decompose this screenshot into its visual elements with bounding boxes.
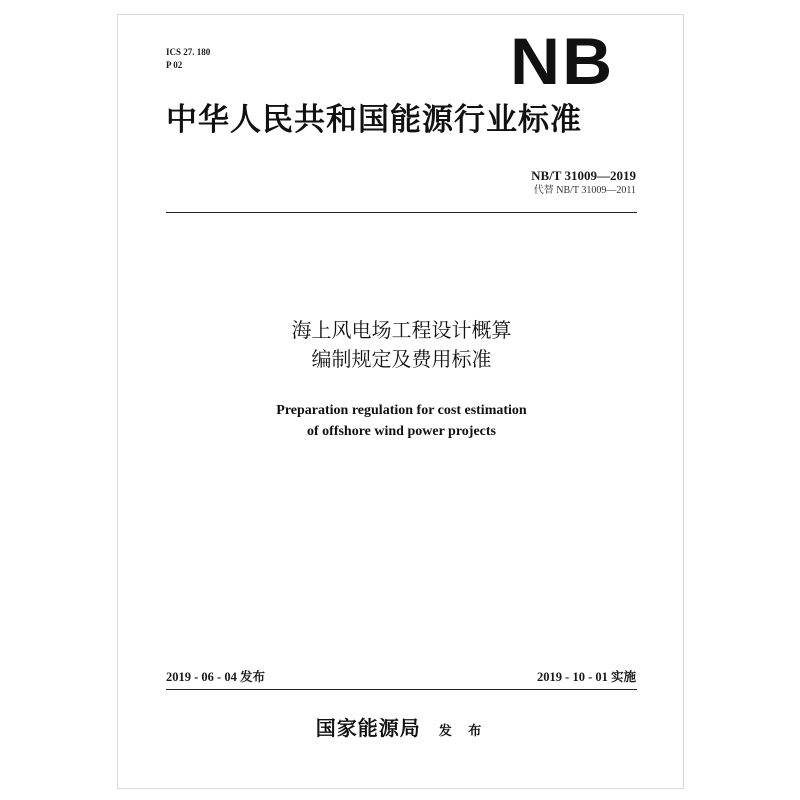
title-zh-line-1: 海上风电场工程设计概算: [291, 318, 512, 342]
title-zh-line-2: 编制规定及费用标准: [311, 347, 492, 371]
document-title-english: [166, 400, 637, 442]
issue-date: 2019 - 06 - 04 发布: [166, 670, 265, 684]
footer-divider: [166, 689, 637, 690]
nb-logo: NB: [510, 24, 615, 98]
ics-code: ICS 27. 180: [166, 47, 211, 57]
replaces-standard: 代替 NB/T 31009—2011: [533, 185, 636, 196]
ccs-code: P 02: [166, 60, 183, 70]
document-title-chinese: [166, 316, 637, 374]
standard-number-block: [531, 168, 636, 198]
title-en-line-1: Preparation regulation for cost estimation: [276, 403, 527, 418]
issuer-name: 国家能源局: [315, 716, 421, 740]
effective-date: 2019 - 10 - 01 实施: [537, 670, 636, 684]
standard-category-title: 中华人民共和国能源行业标准: [166, 102, 582, 138]
classification-codes: [166, 46, 210, 72]
header-divider: [166, 212, 637, 213]
issuing-authority: [166, 712, 637, 741]
issuer-action: 发 布: [438, 724, 488, 739]
standard-number: NB/T 31009—2019: [531, 168, 636, 183]
title-en-line-2: of offshore wind power projects: [307, 424, 496, 439]
